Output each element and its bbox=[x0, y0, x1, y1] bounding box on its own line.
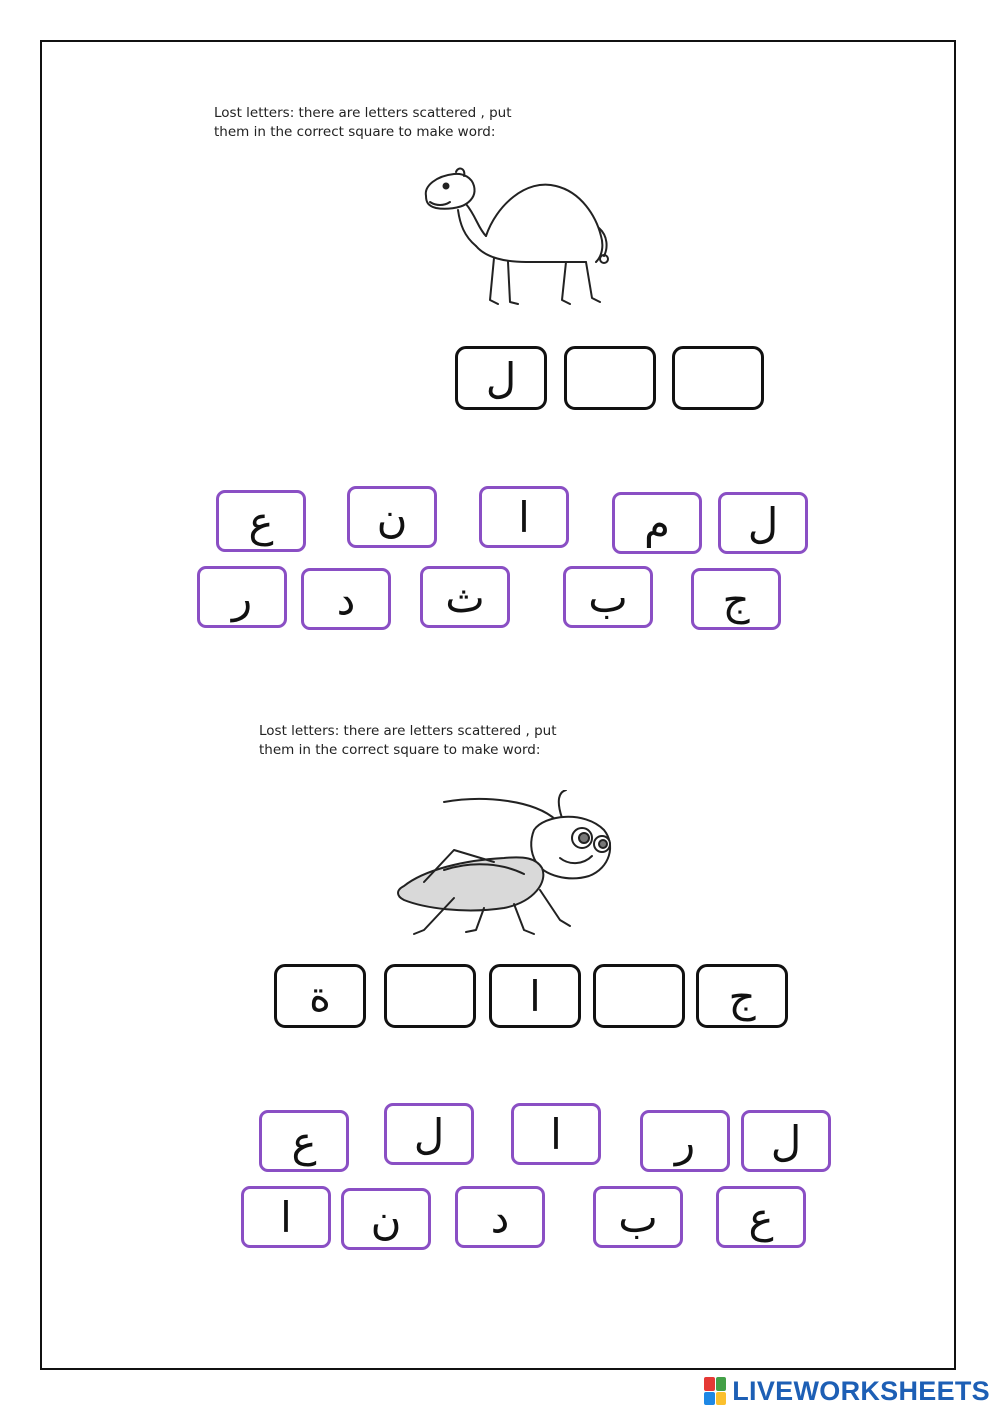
camel-picture bbox=[416, 166, 616, 311]
instruction-line-2: them in the correct square to make word: bbox=[214, 124, 496, 140]
liveworksheets-brand[interactable]: LIVEWORKSHEETS bbox=[732, 1375, 990, 1406]
ex1-letter-tile-row1-4[interactable]: م bbox=[612, 492, 702, 554]
ex2-letter-tile-row1-4[interactable]: ر bbox=[640, 1110, 730, 1172]
ex2-answer-box-5[interactable]: ج bbox=[696, 964, 788, 1028]
grasshopper-picture bbox=[384, 790, 624, 940]
liveworksheets-logo-icon bbox=[704, 1377, 726, 1405]
ex1-letter-tile-row2-2[interactable]: د bbox=[301, 568, 391, 630]
ex1-answer-box-1[interactable]: ل bbox=[455, 346, 547, 410]
ex2-answer-box-1[interactable]: ة bbox=[274, 964, 366, 1028]
ex2-letter-tile-row2-5[interactable]: ع bbox=[716, 1186, 806, 1248]
ex1-letter-tile-row1-2[interactable]: ن bbox=[347, 486, 437, 548]
instruction-line-1: Lost letters: there are letters scattered , put bbox=[214, 105, 512, 121]
instruction-line-2: them in the correct square to make word: bbox=[259, 742, 541, 758]
exercise-2-instruction bbox=[259, 722, 679, 760]
ex1-letter-tile-row2-1[interactable]: ر bbox=[197, 566, 287, 628]
liveworksheets-footer bbox=[704, 1373, 990, 1409]
ex2-letter-tile-row1-1[interactable]: ع bbox=[259, 1110, 349, 1172]
ex2-answer-box-2[interactable] bbox=[384, 964, 476, 1028]
ex1-letter-tile-row1-5[interactable]: ل bbox=[718, 492, 808, 554]
exercise-1-instruction bbox=[214, 104, 634, 142]
instruction-line-1: Lost letters: there are letters scattered , put bbox=[259, 723, 557, 739]
ex1-answer-box-2[interactable] bbox=[564, 346, 656, 410]
ex2-letter-tile-row2-2[interactable]: ن bbox=[341, 1188, 431, 1250]
ex2-letter-tile-row2-4[interactable]: ب bbox=[593, 1186, 683, 1248]
ex2-answer-box-3[interactable]: ا bbox=[489, 964, 581, 1028]
ex2-letter-tile-row2-3[interactable]: د bbox=[455, 1186, 545, 1248]
ex2-answer-box-4[interactable] bbox=[593, 964, 685, 1028]
ex1-letter-tile-row1-1[interactable]: ع bbox=[216, 490, 306, 552]
ex2-letter-tile-row1-3[interactable]: ا bbox=[511, 1103, 601, 1165]
ex1-answer-box-3[interactable] bbox=[672, 346, 764, 410]
ex2-letter-tile-row1-2[interactable]: ل bbox=[384, 1103, 474, 1165]
ex1-letter-tile-row1-3[interactable]: ا bbox=[479, 486, 569, 548]
ex1-letter-tile-row2-3[interactable]: ث bbox=[420, 566, 510, 628]
ex2-letter-tile-row2-1[interactable]: ا bbox=[241, 1186, 331, 1248]
ex1-letter-tile-row2-5[interactable]: ج bbox=[691, 568, 781, 630]
ex1-letter-tile-row2-4[interactable]: ب bbox=[563, 566, 653, 628]
ex2-letter-tile-row1-5[interactable]: ل bbox=[741, 1110, 831, 1172]
